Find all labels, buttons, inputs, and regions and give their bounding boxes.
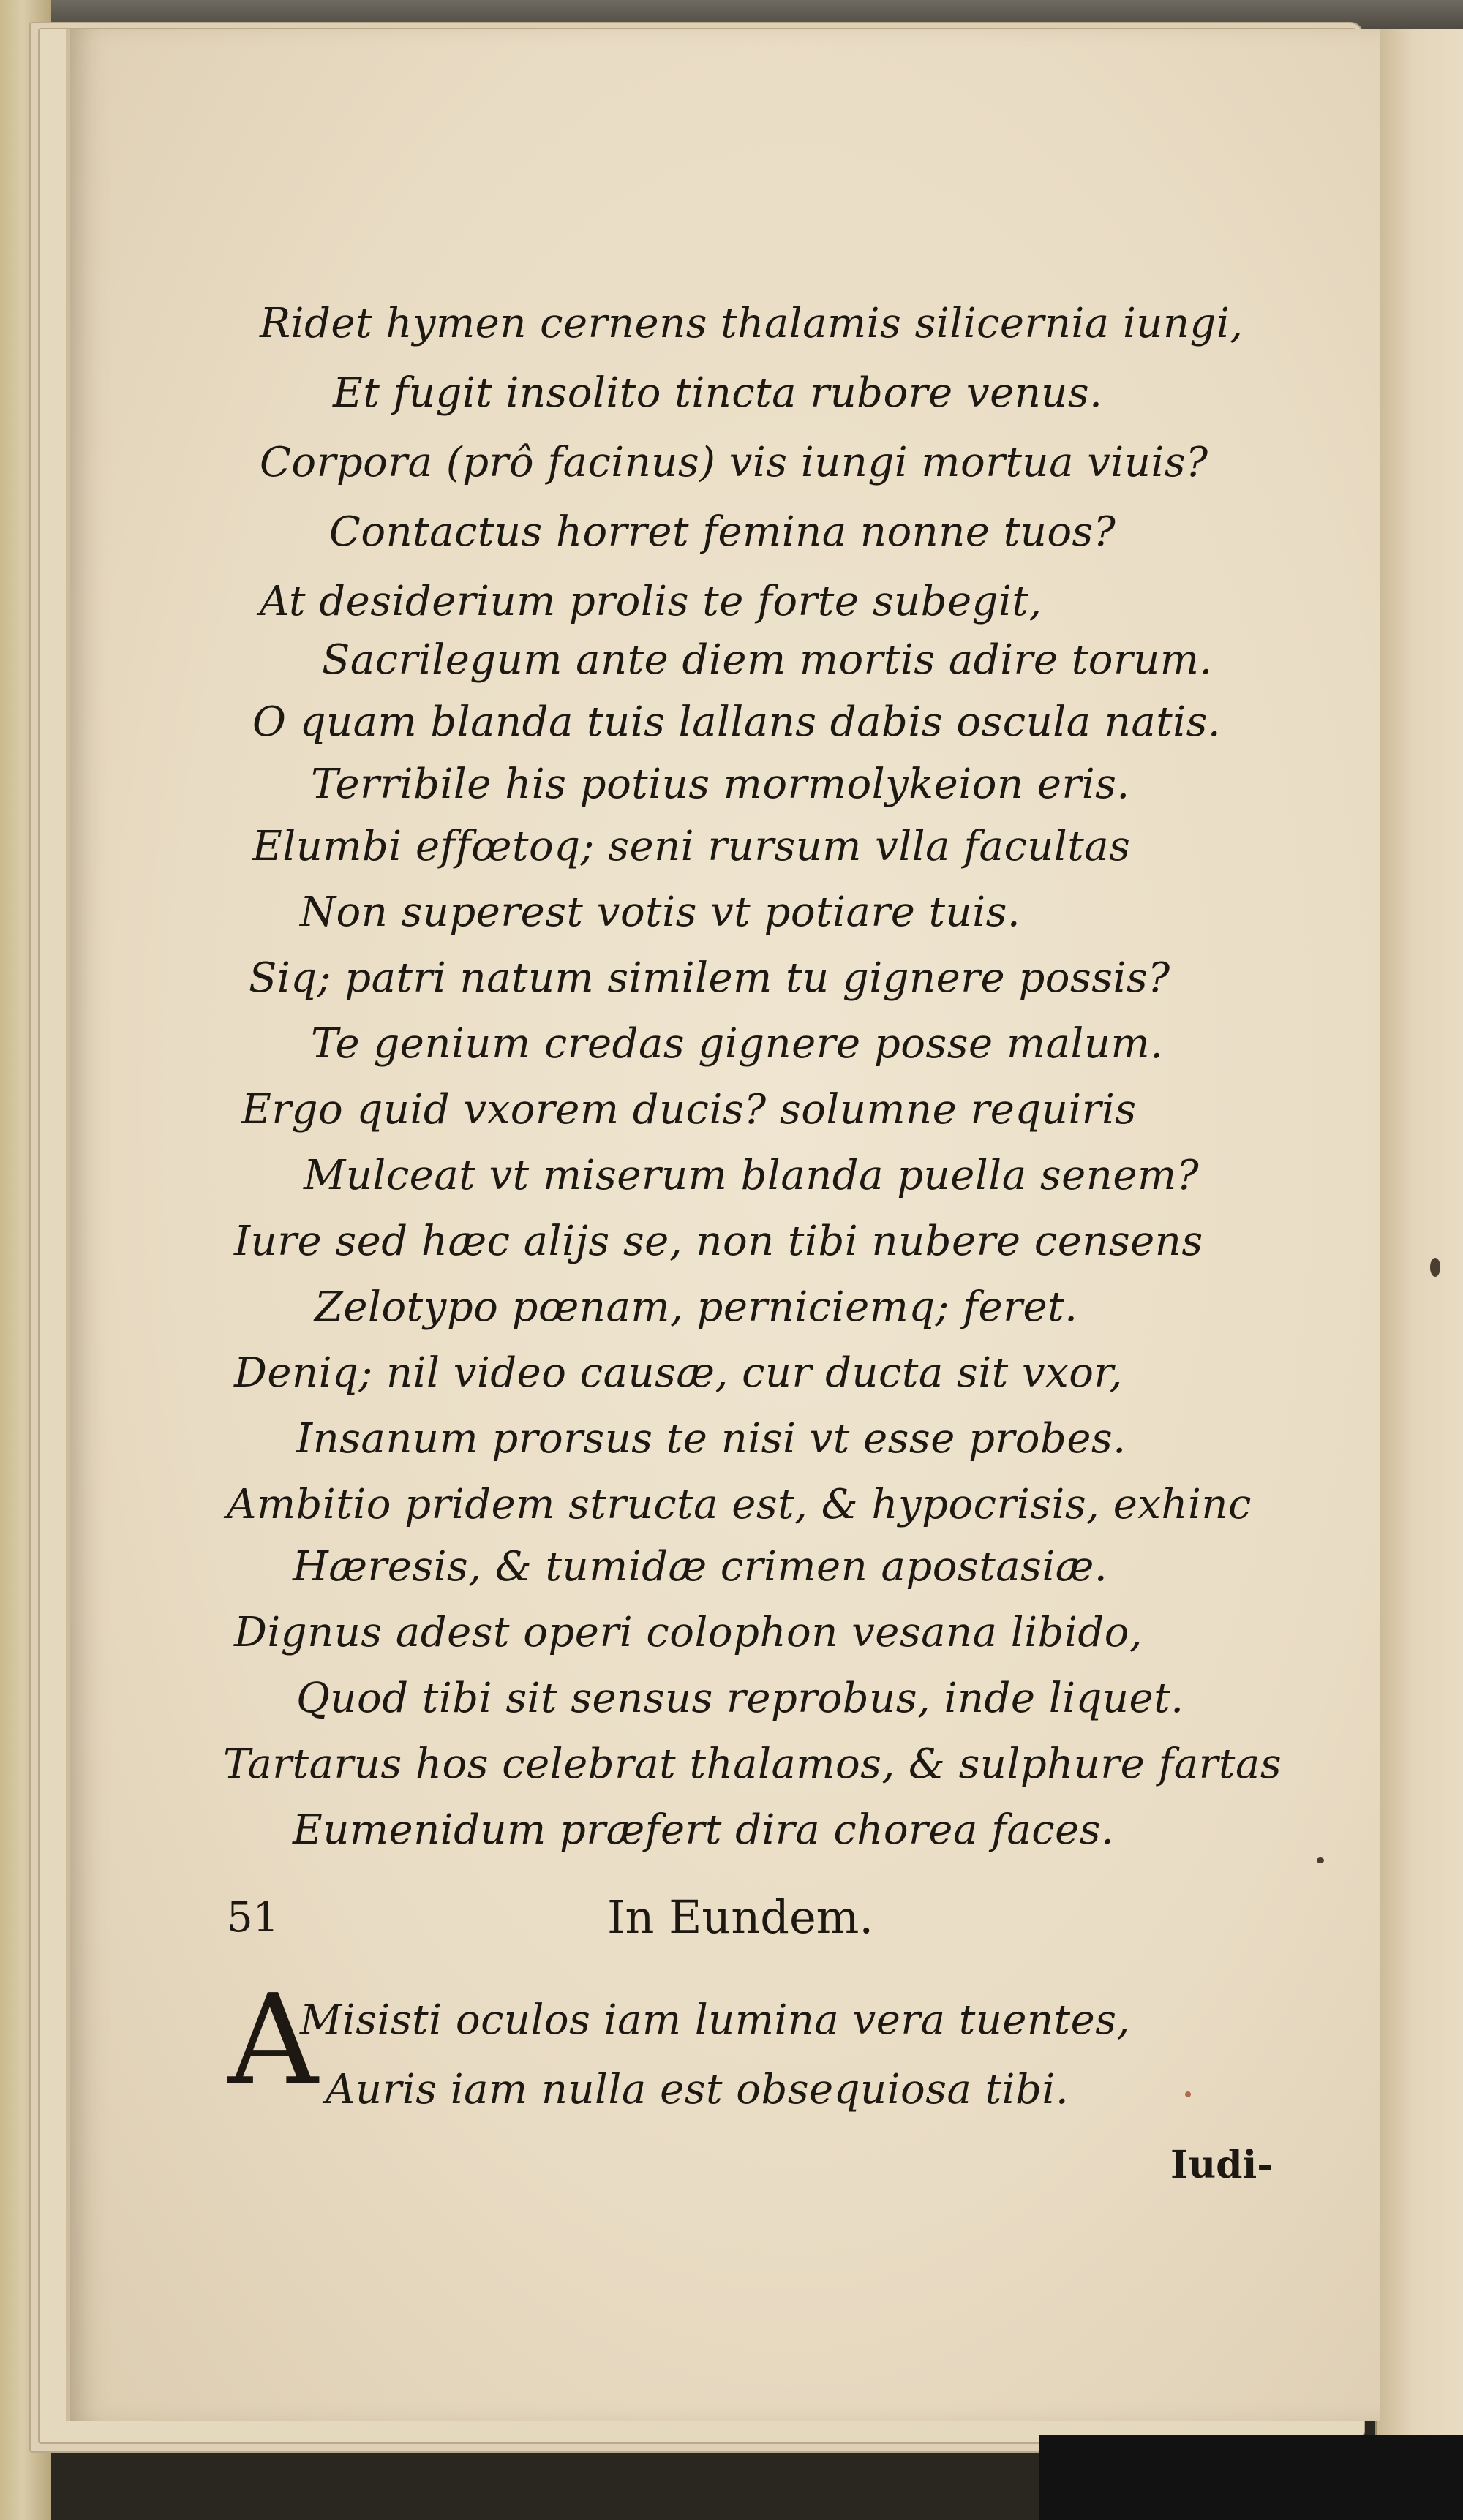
- poem-line: Zelotypo pœnam, perniciemq; feret.: [315, 1283, 1078, 1331]
- facing-page-edge: [1375, 29, 1463, 2442]
- poem-line: Corpora (prô facinus) vis iungi mortua viuis?: [260, 439, 1208, 486]
- poem-line: Misisti oculos iam lumina vera tuentes,: [300, 1996, 1130, 2044]
- poem-line: Sacrilegum ante diem mortis adire torum.: [322, 636, 1213, 684]
- poem-line: Hæresis, & tumidæ crimen apostasiæ.: [293, 1543, 1108, 1591]
- poem-line: Insanum prorsus te nisi vt esse probes.: [296, 1415, 1127, 1463]
- ink-speck: [1317, 1857, 1324, 1863]
- poem-line: Non superest votis vt potiare tuis.: [300, 889, 1021, 936]
- poem-line: Deniq; nil video causæ, cur ducta sit vxor,: [234, 1349, 1123, 1397]
- poem-line: O quam blanda tuis lallans dabis oscula natis.: [252, 698, 1222, 746]
- poem-line: Terribile his potius mormolykeion eris.: [311, 761, 1130, 808]
- poem-line: Te genium credas gignere posse malum.: [311, 1020, 1164, 1068]
- page-number: 51: [227, 1894, 279, 1942]
- poem-line: Eumenidum præfert dira chorea faces.: [293, 1806, 1115, 1854]
- poem-line: Mulceat vt miserum blanda puella senem?: [304, 1152, 1200, 1199]
- poem-line: Auris iam nulla est obsequiosa tibi.: [326, 2066, 1069, 2113]
- poem-line: Et fugit insolito tincta rubore venus.: [333, 369, 1103, 417]
- poem-line: Iure sed hæc alijs se, non tibi nubere censens: [234, 1218, 1203, 1265]
- poem-line: Ergo quid vxorem ducis? solumne requiris: [241, 1086, 1137, 1133]
- section-heading: In Eundem.: [607, 1890, 874, 1944]
- poem-line: Siq; patri natum similem tu gignere possis?: [249, 954, 1170, 1002]
- background-bottom: [1039, 2435, 1463, 2520]
- poem-line: Ambitio pridem structa est, & hypocrisis, exhinc: [227, 1481, 1252, 1528]
- poem-line: Dignus adest operi colophon vesana libido,: [234, 1609, 1143, 1656]
- poem-line: Elumbi effœtoq; seni rursum vlla facultas: [252, 823, 1131, 870]
- poem-line: Quod tibi sit sensus reprobus, inde liquet.: [296, 1675, 1184, 1722]
- poem-line: Ridet hymen cernens thalamis silicernia iungi,: [260, 300, 1244, 347]
- ink-speck: [1185, 2091, 1191, 2097]
- poem-line: Tartarus hos celebrat thalamos, & sulphure fartas: [223, 1740, 1282, 1788]
- drop-capital: A: [228, 1968, 318, 2113]
- ink-speck: [1430, 1258, 1440, 1277]
- catchword: Iudi-: [1170, 2143, 1273, 2187]
- poem-line: At desiderium prolis te forte subegit,: [260, 578, 1042, 625]
- poem-line: Contactus horret femina nonne tuos?: [329, 508, 1116, 556]
